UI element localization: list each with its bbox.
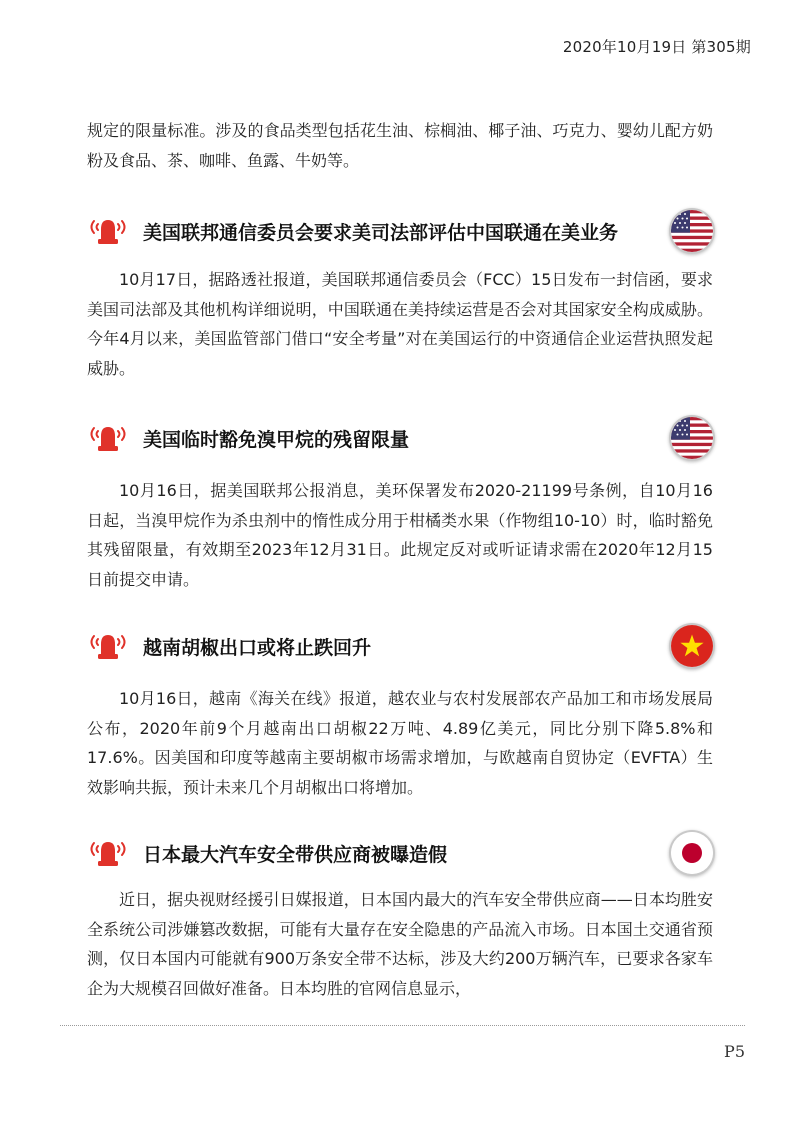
article-body-japan-seatbelt: 近日，据央视财经援引日媒报道，日本国内最大的汽车安全带供应商——日本均胜安全系统公司涉嫌篡改数据，可能有大量存在安全隐患的产品流入市场。日本国土交通省预测，仅日本国内可能就有900万条安全带不达标，涉及大约200万辆汽车，已要求各家车企为大规模召回做好准备。日本均胜的官网信息显示， <box>87 890 713 998</box>
japan-flag-icon <box>671 832 713 874</box>
article-heading-vietnam-pepper <box>87 623 713 669</box>
alarm-bell-icon <box>87 629 129 663</box>
article-title: 美国联邦通信委员会要求美司法部评估中国联通在美业务 <box>143 221 619 244</box>
page-number: P5 <box>724 1042 745 1061</box>
vietnam-flag-icon <box>671 625 713 667</box>
article-heading-japan-seatbelt <box>87 830 713 876</box>
alarm-bell-icon <box>87 421 129 455</box>
us-flag-icon <box>671 210 713 252</box>
us-flag-icon <box>671 417 713 459</box>
article-body-vietnam-pepper: 10月16日，越南《海关在线》报道，越农业与农村发展部农产品加工和市场发展局公布，2020年前9个月越南出口胡椒22万吨、4.89亿美元，同比分别下降5.8%和17.6%。因美国和印度等越南主要胡椒市场需求增加，与欧越南自贸协定（EVFTA）生效影响共振，预计未来几个月胡椒出口将增加。 <box>87 689 713 797</box>
article-title: 日本最大汽车安全带供应商被曝造假 <box>143 843 448 866</box>
issue-date: 2020年10月19日 第305期 <box>562 38 751 56</box>
article-title: 越南胡椒出口或将止跌回升 <box>143 636 372 659</box>
article-body-methyl-bromide: 10月16日，据美国联邦公报消息，美环保署发布2020-21199号条例，自10月16日起，当溴甲烷作为杀虫剂中的惰性成分用于柑橘类水果（作物组10-10）时，临时豁免其残留限量，有效期至2023年12月31日。此规定反对或听证请求需在2020年12月15日前提交申请。 <box>87 481 713 589</box>
article-body-fcc: 10月17日，据路透社报道，美国联邦通信委员会（FCC）15日发布一封信函，要求美国司法部及其他机构详细说明，中国联通在美持续运营是否会对其国家安全构成威胁。今年4月以来，美国监管部门借口“安全考量”对在美国运行的中资通信企业运营执照发起威胁。 <box>87 270 713 378</box>
intro-paragraph: 规定的限量标准。涉及的食品类型包括花生油、棕榈油、椰子油、巧克力、婴幼儿配方奶粉及食品、茶、咖啡、鱼露、牛奶等。 <box>87 121 713 170</box>
article-heading-fcc <box>87 208 713 254</box>
alarm-bell-icon <box>87 214 129 248</box>
article-heading-methyl-bromide <box>87 415 713 461</box>
alarm-bell-icon <box>87 836 129 870</box>
article-title: 美国临时豁免溴甲烷的残留限量 <box>143 428 410 451</box>
footer-divider <box>60 1025 745 1026</box>
